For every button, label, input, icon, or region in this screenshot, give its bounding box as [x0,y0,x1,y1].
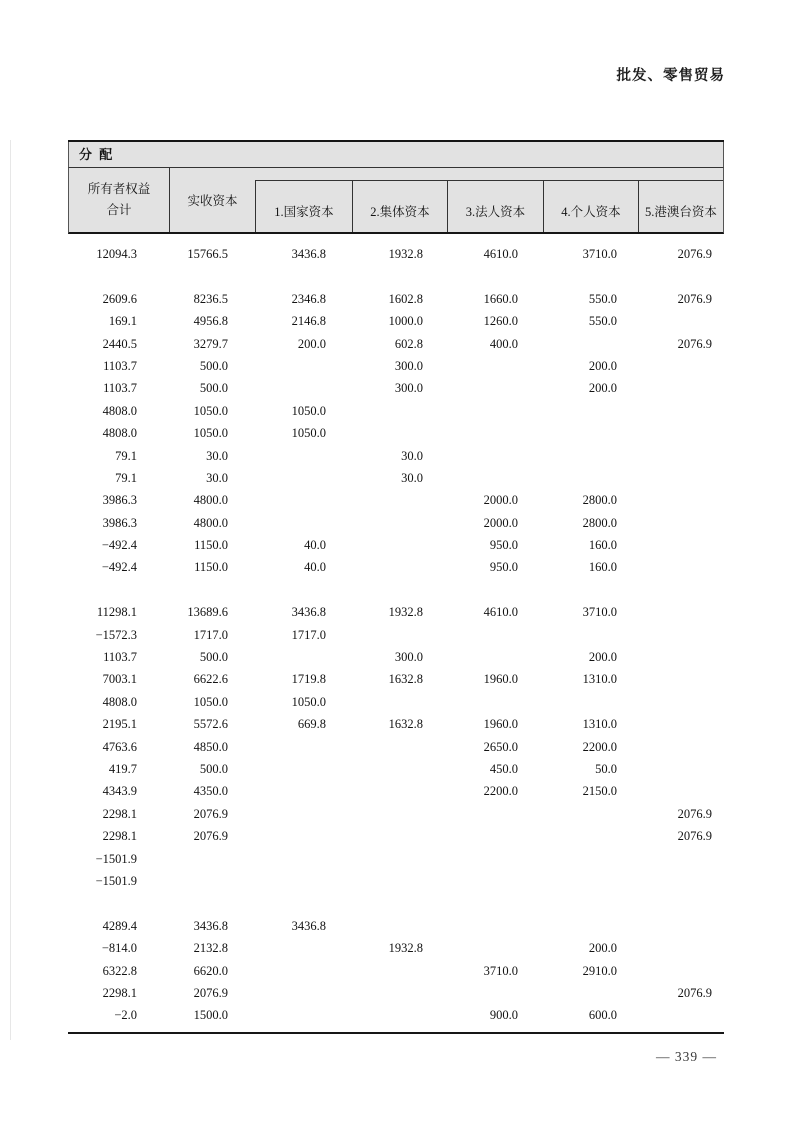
table-cell: −1501.9 [95,873,137,888]
table-cell: 1632.8 [388,717,423,732]
table-cell [446,467,542,489]
table-cell: 2076.9 [193,829,228,844]
table-row [68,937,724,959]
table-cell [351,982,446,1004]
table-cell: 950.0 [489,538,518,553]
column-header-hk-macao-taiwan-capital: 5.港澳台资本 [645,204,717,219]
table-row [68,489,724,511]
table-row [68,534,724,556]
table-cell [351,489,446,511]
table-cell [254,937,351,959]
table-cell [542,333,637,355]
table-cell: 2200.0 [483,784,518,799]
column-header-owner-equity-total [69,168,170,232]
table-cell [351,1004,446,1026]
table-cell [446,825,542,847]
table-cell: 2000.0 [483,515,518,530]
column-header-line: 所有者权益 [87,182,151,196]
table-cell: 550.0 [588,291,617,306]
table-cell: 40.0 [304,560,326,575]
table-cell [637,713,724,735]
table-cell: 200.0 [588,650,617,665]
table-cell: 3436.8 [291,918,326,933]
spacer-row [68,892,724,914]
table-cell: 600.0 [588,1008,617,1023]
table-cell: 1050.0 [193,426,228,441]
table-cell [637,646,724,668]
table-cell: 4808.0 [102,403,137,418]
table-cell: 2076.9 [193,985,228,1000]
table-cell: 2298.1 [102,829,137,844]
table-cell [542,848,637,870]
table-row [68,960,724,982]
table-cell [351,960,446,982]
table-cell: 11298.1 [96,605,137,620]
table-row [68,825,724,847]
table-cell: 4343.9 [102,784,137,799]
table-cell: 2346.8 [291,291,326,306]
table-cell: 2195.1 [102,717,137,732]
table-cell: 300.0 [394,650,423,665]
table-cell: 1717.0 [193,627,228,642]
table-cell: −1501.9 [95,851,137,866]
table-row [68,646,724,668]
table-cell [637,512,724,534]
table-cell [254,848,351,870]
table-cell: 419.7 [108,761,137,776]
table-cell: 50.0 [595,761,617,776]
table-cell [637,310,724,332]
table-row [68,601,724,623]
table-cell [351,758,446,780]
table-cell: 1103.7 [103,650,137,665]
table-cell [254,355,351,377]
table-cell [446,377,542,399]
table-cell [637,489,724,511]
table-cell [254,377,351,399]
table-cell [351,624,446,646]
table-cell: 1717.0 [291,627,326,642]
table-header [68,168,724,234]
table-cell: 1500.0 [193,1008,228,1023]
table-cell: 2076.9 [677,806,712,821]
table-row [68,713,724,735]
table-cell [351,400,446,422]
table-cell: 200.0 [588,358,617,373]
table-cell: 1960.0 [483,672,518,687]
table-cell: 2800.0 [582,493,617,508]
table-cell [542,467,637,489]
table-cell: 3986.3 [102,515,137,530]
table-cell: 669.8 [297,717,326,732]
table-cell: 1960.0 [483,717,518,732]
table-cell: 2200.0 [582,739,617,754]
table-cell [351,803,446,825]
table-cell [254,982,351,1004]
table-cell [446,355,542,377]
spacer-row [68,265,724,287]
table-cell: 4808.0 [102,426,137,441]
column-header-individual-capital: 4.个人资本 [544,181,639,232]
table-cell [637,1004,724,1026]
table-cell: 1932.8 [388,247,423,261]
table-cell [542,825,637,847]
table-row [68,691,724,713]
table-cell [446,803,542,825]
table-row [68,1004,724,1026]
table-cell: 950.0 [489,560,518,575]
table-cell [542,691,637,713]
table-cell: 4808.0 [102,694,137,709]
table-cell: −492.4 [101,560,137,575]
table-cell [351,848,446,870]
table-row [68,310,724,332]
table-cell [637,624,724,646]
table-cell: 2076.9 [677,336,712,351]
table-cell [351,870,446,892]
table-row [68,982,724,1004]
table-cell [446,422,542,444]
table-cell [169,870,254,892]
table-cell: 500.0 [199,761,228,776]
table-cell [637,691,724,713]
section-label: 分 配 [79,147,115,162]
table-cell [254,467,351,489]
column-header-collective-capital: 2.集体资本 [353,181,448,232]
column-header-paid-in-capital [170,168,255,232]
table-cell [542,624,637,646]
table-cell: 1050.0 [291,403,326,418]
table-cell [351,736,446,758]
table-cell [351,534,446,556]
table-cell [169,848,254,870]
table-row [68,355,724,377]
table-cell: 4800.0 [193,515,228,530]
table-cell: 1103.7 [103,381,137,396]
page-edge-shadow [10,140,11,1040]
table-cell: 2609.6 [102,291,137,306]
table-cell: 3436.8 [291,247,326,261]
table-cell: 2132.8 [193,941,228,956]
table-cell: 2146.8 [291,314,326,329]
table-cell: 1150.0 [194,538,228,553]
table-cell [637,848,724,870]
table-cell [351,422,446,444]
table-cell: 3710.0 [582,247,617,261]
table-row [68,915,724,937]
table-cell [542,803,637,825]
table-cell [446,400,542,422]
table-cell: 1632.8 [388,672,423,687]
table-cell: 1310.0 [582,717,617,732]
table-row [68,243,724,265]
table-cell: 7003.1 [102,672,137,687]
table-cell [254,803,351,825]
table-row [68,288,724,310]
table-cell [351,915,446,937]
table-cell: 3436.8 [193,918,228,933]
table-cell: 1050.0 [291,694,326,709]
section-label-bar [68,142,724,168]
table-cell: 30.0 [401,448,423,463]
table-cell: 1103.7 [103,358,137,373]
table-row [68,422,724,444]
table-cell: 200.0 [297,336,326,351]
table-cell [446,870,542,892]
table-cell: 2076.9 [677,247,712,261]
table-cell [446,937,542,959]
table-cell: −1572.3 [95,627,137,642]
table-cell: −492.4 [101,538,137,553]
statistics-table [68,140,724,1034]
table-cell [446,445,542,467]
table-cell: 4610.0 [483,247,518,261]
table-cell: 550.0 [588,314,617,329]
table-cell: 1000.0 [388,314,423,329]
table-cell [254,1004,351,1026]
sub-columns-box [255,180,723,232]
table-cell [637,736,724,758]
table-cell: 1050.0 [193,694,228,709]
table-cell: 1602.8 [388,291,423,306]
table-cell: 3710.0 [483,963,518,978]
table-cell [542,445,637,467]
column-header-state-capital: 1.国家资本 [256,181,353,232]
table-cell [637,422,724,444]
table-body [68,234,724,1034]
table-cell: 6622.6 [193,672,228,687]
table-cell [254,489,351,511]
table-cell [254,736,351,758]
table-cell: 1150.0 [194,560,228,575]
table-cell [351,691,446,713]
spacer-row [68,579,724,601]
table-cell: 450.0 [489,761,518,776]
table-row [68,556,724,578]
table-cell: 300.0 [394,358,423,373]
table-row [68,333,724,355]
page-header-title: 批发、零售贸易 [616,68,725,84]
table-cell: 2076.9 [677,829,712,844]
table-cell: 1050.0 [291,426,326,441]
table-cell [254,512,351,534]
table-cell: 13689.6 [187,605,228,620]
table-cell [542,870,637,892]
table-cell: 30.0 [206,448,228,463]
column-header-legal-person-capital: 3.法人资本 [448,181,544,232]
table-cell: 2150.0 [582,784,617,799]
table-cell: 2650.0 [483,739,518,754]
table-cell [637,467,724,489]
table-cell [351,556,446,578]
table-cell [254,960,351,982]
table-cell: 30.0 [206,470,228,485]
table-row [68,780,724,802]
table-cell: 1260.0 [483,314,518,329]
table-cell [446,646,542,668]
table-cell: 169.1 [108,314,137,329]
table-cell [637,556,724,578]
table-cell: 3986.3 [102,493,137,508]
table-cell [637,534,724,556]
table-row [68,400,724,422]
table-cell [637,870,724,892]
table-cell [542,982,637,1004]
table-cell: 500.0 [199,358,228,373]
table-cell: 2000.0 [483,493,518,508]
table-cell [637,937,724,959]
table-cell: 602.8 [394,336,423,351]
table-cell: 30.0 [401,470,423,485]
table-cell [351,512,446,534]
table-cell [254,758,351,780]
table-cell: 79.1 [115,448,137,463]
table-cell: 160.0 [588,538,617,553]
table-cell: 2440.5 [102,336,137,351]
table-row [68,803,724,825]
table-cell: 3436.8 [291,605,326,620]
table-row [68,870,724,892]
table-cell: 500.0 [199,381,228,396]
table-cell [637,445,724,467]
table-cell [446,848,542,870]
page-number: — 339 — [656,1049,717,1064]
table-cell: 4350.0 [193,784,228,799]
table-cell [446,982,542,1004]
table-cell: −2.0 [114,1008,137,1023]
table-cell [446,915,542,937]
table-cell: 900.0 [489,1008,518,1023]
table-cell [446,691,542,713]
table-cell: 160.0 [588,560,617,575]
table-row [68,445,724,467]
table-cell [254,825,351,847]
table-cell [351,780,446,802]
table-cell: 8236.5 [193,291,228,306]
table-cell: 1050.0 [193,403,228,418]
table-cell [637,377,724,399]
table-cell: 4763.6 [102,739,137,754]
table-cell: 200.0 [588,941,617,956]
table-cell [637,601,724,623]
table-row [68,467,724,489]
table-cell [637,400,724,422]
table-cell: 2298.1 [102,985,137,1000]
table-cell [637,758,724,780]
table-cell: 2800.0 [582,515,617,530]
table-cell: 2910.0 [582,963,617,978]
table-cell [254,646,351,668]
table-cell: 5572.6 [193,717,228,732]
table-cell: 1660.0 [483,291,518,306]
table-cell [351,825,446,847]
table-cell: 15766.5 [187,247,228,261]
table-cell: 1310.0 [582,672,617,687]
table-cell [637,915,724,937]
table-cell: 4289.4 [102,918,137,933]
table-cell [254,445,351,467]
table-row [68,624,724,646]
table-row [68,512,724,534]
table-cell: 1719.8 [291,672,326,687]
table-cell: 6620.0 [193,963,228,978]
table-cell [542,915,637,937]
table-cell: 3710.0 [582,605,617,620]
table-cell: 200.0 [588,381,617,396]
table-row [68,848,724,870]
table-cell [637,960,724,982]
table-cell: 4850.0 [193,739,228,754]
table-cell: −814.0 [101,941,137,956]
table-cell: 4800.0 [193,493,228,508]
table-cell: 2076.9 [677,291,712,306]
table-cell: 12094.3 [96,247,137,261]
table-cell [446,624,542,646]
table-row [68,736,724,758]
table-row [68,668,724,690]
table-cell: 1932.8 [388,941,423,956]
table-cell: 6322.8 [102,963,137,978]
table-row [68,377,724,399]
table-cell: 4610.0 [483,605,518,620]
table-cell [542,400,637,422]
table-cell: 2076.9 [677,985,712,1000]
table-cell [637,780,724,802]
column-header-line: 合计 [106,203,132,217]
table-cell: 2298.1 [102,806,137,821]
table-cell: 4956.8 [193,314,228,329]
table-cell [637,668,724,690]
table-cell [254,780,351,802]
table-cell: 40.0 [304,538,326,553]
table-cell: 1932.8 [388,605,423,620]
table-cell: 400.0 [489,336,518,351]
table-cell: 300.0 [394,381,423,396]
table-cell [637,355,724,377]
table-cell: 2076.9 [193,806,228,821]
table-cell: 79.1 [115,470,137,485]
table-row [68,758,724,780]
column-header-label: 实收资本 [187,194,238,208]
table-cell: 3279.7 [193,336,228,351]
table-cell: 500.0 [199,650,228,665]
table-cell [254,870,351,892]
table-cell [542,422,637,444]
